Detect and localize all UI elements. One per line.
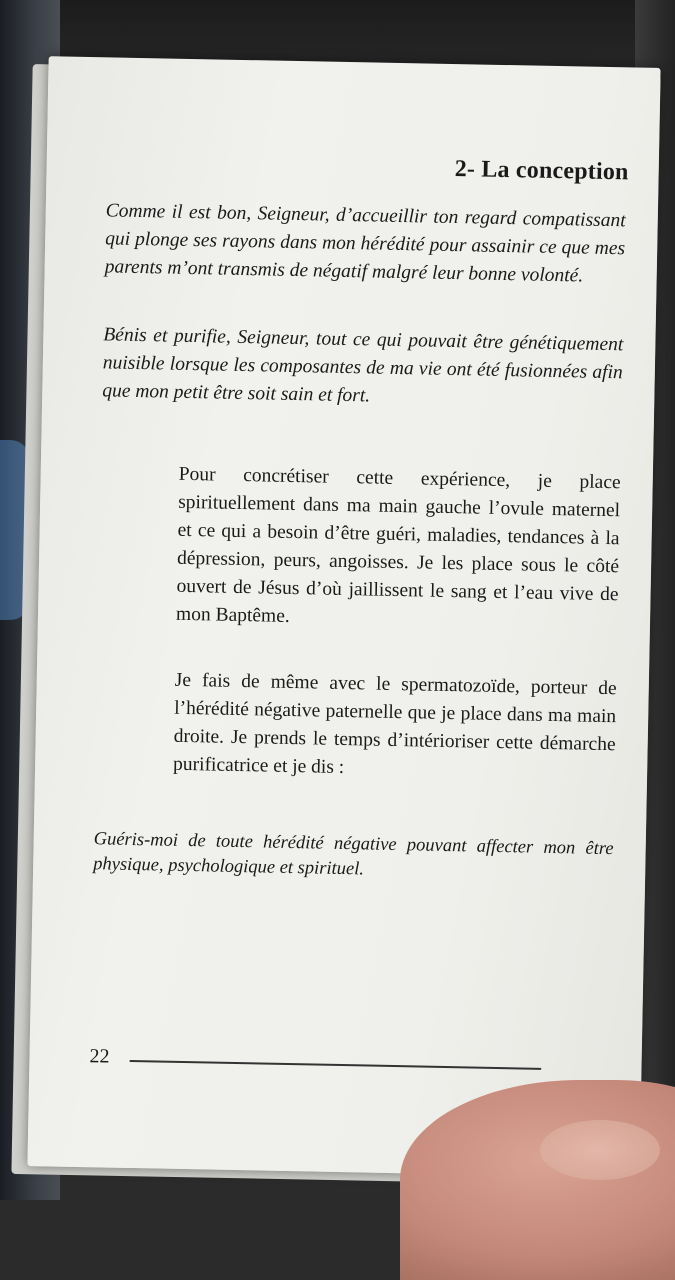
page-number: 22 — [89, 1045, 110, 1068]
paragraph-1: Comme il est bon, Seigneur, d’accueillir ton regard compatissant qui plonge ses rayons dans mon hérédité pour assainir ce que mes parents m’ont transmis de négatif malgré leur bonne volonté. — [104, 200, 626, 287]
paragraph-2: Bénis et purifie, Seigneur, tout ce qui pouvait être génétiquement nuisible lorsque les composantes de ma vie ont été fusionnées afin que mon petit être soit sain et fort. — [102, 324, 624, 407]
paragraph-4: Je fais de même avec le spermatozoïde, porteur de l’hérédité négative paternelle que je place dans ma main droite. Je prends le temps d’intérioriser cette démarche purificatrice et je dis : — [172, 669, 617, 779]
paragraph-5: Guéris-moi de toute hérédité négative pouvant affecter mon être physique, psychologique et spirituel. — [93, 829, 614, 880]
thumb-highlight — [540, 1120, 660, 1180]
paragraph-3: Pour concrétiser cette expérience, je place spirituellement dans ma main gauche l’ovule maternel et ce qui a besoin d’être guéri, maladies, tendances à la dépression, peurs, angoisses. Je les place sous le côté ouvert de Jésus d’où jaillissent le sang et l’eau vive de mon Baptême. — [175, 463, 621, 627]
page-footer — [89, 1043, 559, 1082]
footer-rule — [129, 1060, 541, 1070]
book-page — [27, 56, 660, 1178]
section-heading: 2- La conception — [454, 156, 629, 186]
